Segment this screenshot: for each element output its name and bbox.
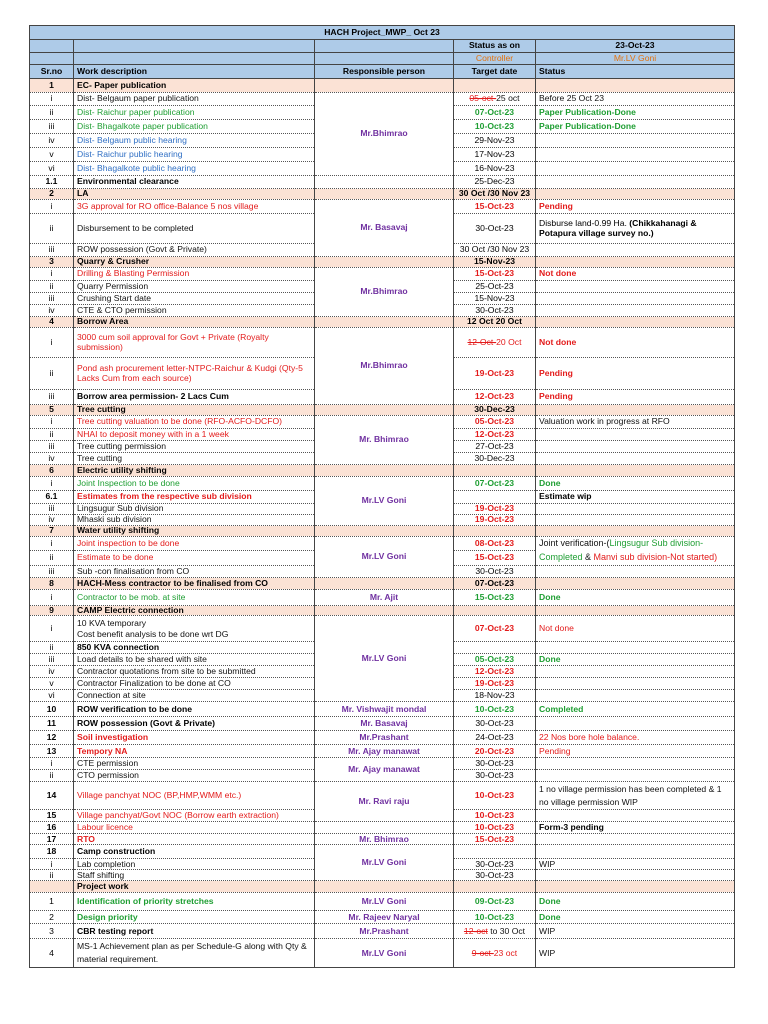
responsible-person: Mr.LV Goni	[315, 845, 454, 881]
table-row: i Drilling & Blasting Permission Mr.Bhimrao 15-Oct-23 Not done	[30, 268, 735, 281]
column-header-row	[30, 65, 735, 79]
table-row: 14 Village panchyat NOC (BP,HMP,WMM etc.) Mr. Ravi raju 10-Oct-23 1 no village permission has been completed & 1 no village permission WIP	[30, 782, 735, 810]
responsible-person: Mr. Ajit	[315, 589, 454, 605]
section-title: Electric utility shifting	[74, 465, 315, 477]
table-row: iv Mhaski sub division 19-Oct-23	[30, 515, 735, 526]
table-row: iii Borrow area permission- 2 Lacs Cum 12-Oct-23 Pending	[30, 390, 735, 405]
responsible-person: Mr.LV Goni	[315, 537, 454, 578]
table-row: 15 Village panchyat/Govt NOC (Borrow earth extraction) 10-Oct-23	[30, 810, 735, 822]
table-row: ii Estimate to be done 15-Oct-23	[30, 550, 735, 565]
section-title: Tree cutting	[74, 405, 315, 416]
responsible-person: Mr. Ajay manawat	[315, 745, 454, 758]
section-row: 3 Quarry & Crusher 15-Nov-23	[30, 257, 735, 268]
section-title: EC- Paper publication	[74, 79, 315, 93]
section-row: 7 Water utility shifting	[30, 526, 735, 537]
table-row: v Contractor Finalization to be done at CO 19-Oct-23	[30, 678, 735, 690]
table-row: ii Staff shifting 30-Oct-23	[30, 870, 735, 881]
table-row: ii Quarry Permission 25-Oct-23	[30, 281, 735, 293]
table-row: i Contractor to be mob. at site Mr. Ajit 15-Oct-23 Done	[30, 589, 735, 605]
table-row: iii Sub -con finalisation from CO 30-Oct-23	[30, 565, 735, 577]
table-row: iii Crushing Start date 15-Nov-23	[30, 293, 735, 305]
table-row: v Dist- Raichur public hearing 17-Nov-23	[30, 148, 735, 162]
section-row: 5 Tree cutting 30-Dec-23	[30, 405, 735, 416]
section-row: 4 Borrow Area 12 Oct 20 Oct	[30, 317, 735, 328]
responsible-person: Mr. Ajay manawat	[315, 758, 454, 782]
table-row: i Joint Inspection to be done Mr.LV Goni 07-Oct-23 Done	[30, 477, 735, 491]
table-row: iii Tree cutting permission 27-Oct-23	[30, 441, 735, 453]
table-row: 4 MS-1 Achievement plan as per Schedule-G along with Qty & material requirement. Mr.LV Goni 9-oct-23 oct WIP	[30, 939, 735, 968]
status-as-on-label: Status as on	[454, 40, 536, 53]
table-row: 2 Design priority Mr. Rajeev Naryal 10-Oct-23 Done	[30, 911, 735, 924]
table-row: ii 850 KVA connection	[30, 642, 735, 654]
table-row: iii Dist- Bhagalkote paper publication 10-Oct-23 Paper Publication-Done	[30, 120, 735, 134]
table-row: i Lab completion 30-Oct-23 WIP	[30, 859, 735, 870]
section-title: CAMP Electric connection	[74, 605, 315, 615]
table-row: iv Tree cutting 30-Dec-23	[30, 453, 735, 465]
col-header-srno: Sr.no	[30, 65, 74, 79]
sheet-title: HACH Project_MWP_ Oct 23	[30, 26, 735, 40]
table-row: 16 Labour licence 10-Oct-23 Form-3 pending	[30, 822, 735, 834]
table-row: i Tree cutting valuation to be done (RFO-ACFO-DCFO) Mr. Bhimrao 05-Oct-23 Valuation work in progress at RFO	[30, 416, 735, 429]
table-row: ii Pond ash procurement letter-NTPC-Raichur & Kudgi (Qty-5 Lacks Cum from each source) 19-Oct-23 Pending	[30, 358, 735, 390]
section-row: 9 CAMP Electric connection	[30, 605, 735, 615]
table-row: 11 ROW possession (Govt & Private) Mr. Basavaj 30-Oct-23	[30, 717, 735, 731]
responsible-person: Mr. Bhimrao	[315, 834, 454, 845]
table-row: ii Disbursement to be completed 30-Oct-23 Disburse land-0.99 Ha. (Chikkahanagi & Potapura village survey no.)	[30, 214, 735, 244]
table-row: iii ROW possession (Govt & Private) 30 Oct /30 Nov 23	[30, 244, 735, 257]
section-title: Quarry & Crusher	[74, 257, 315, 268]
col-header-work: Work description	[74, 65, 315, 79]
table-row: 12 Soil investigation Mr.Prashant 24-Oct-23 22 Nos bore hole balance.	[30, 731, 735, 745]
responsible-person: Mr.Bhimrao	[315, 268, 454, 317]
table-row: vi Connection at site 18-Nov-23	[30, 690, 735, 702]
table-row: i 10 KVA temporary Cost benefit analysis to be done wrt DG Mr.LV Goni 07-Oct-23 Not done	[30, 616, 735, 642]
responsible-person: Mr. Basavaj	[315, 717, 454, 731]
table-row: 1.1 Environmental clearance 25-Dec-23	[30, 176, 735, 189]
section-title: LA	[74, 189, 315, 200]
table-row: 17 RTO Mr. Bhimrao 15-Oct-23	[30, 834, 735, 845]
responsible-person: Mr. Rajeev Naryal	[315, 911, 454, 924]
section-row: 8 HACH-Mess contractor to be finalised from CO 07-Oct-23	[30, 577, 735, 589]
table-row: ii Dist- Raichur paper publication 07-Oct-23 Paper Publication-Done	[30, 106, 735, 120]
responsible-person: Mr. Bhimrao	[315, 416, 454, 465]
section-title: Project work	[74, 881, 315, 893]
responsible-person: Mr.Prashant	[315, 924, 454, 939]
table-row: 6.1 Estimates from the respective sub division Estimate wip	[30, 491, 735, 504]
table-row: i Dist- Belgaum paper publication Mr.Bhimrao 05-oct-25 oct Before 25 Oct 23	[30, 93, 735, 106]
section-title: Borrow Area	[74, 317, 315, 328]
responsible-person: Mr.LV Goni	[315, 893, 454, 911]
table-row: i 3G approval for RO office-Balance 5 nos village Mr. Basavaj 15-Oct-23 Pending	[30, 200, 735, 214]
responsible-person: Mr.Prashant	[315, 731, 454, 745]
col-header-person: Responsible person	[315, 65, 454, 79]
responsible-person: Mr.LV Goni	[315, 616, 454, 702]
table-row: 18 Camp construction Mr.LV Goni	[30, 845, 735, 859]
section-title: Water utility shifting	[74, 526, 315, 537]
title-row	[30, 26, 735, 40]
section-row: 2 LA 30 Oct /30 Nov 23	[30, 189, 735, 200]
responsible-person: Mr. Vishwajit mondal	[315, 702, 454, 717]
status-row	[30, 40, 735, 53]
controller-row	[30, 53, 735, 65]
col-header-status: Status	[536, 65, 735, 79]
table-row: 1 Identification of priority stretches Mr.LV Goni 09-Oct-23 Done	[30, 893, 735, 911]
section-title: HACH-Mess contractor to be finalised from CO	[74, 577, 315, 589]
section-row: 6 Electric utility shifting	[30, 465, 735, 477]
table-row: 13 Tempory NA Mr. Ajay manawat 20-Oct-23 Pending	[30, 745, 735, 758]
table-row: i 3000 cum soil approval for Govt + Private (Royalty submission) Mr.Bhimrao 12-Oct-20 Oct Not done	[30, 328, 735, 358]
responsible-person: Mr.LV Goni	[315, 939, 454, 968]
table-row: ii NHAI to deposit money with in a 1 week 12-Oct-23	[30, 429, 735, 441]
table-row: iv CTE & CTO permission 30-Oct-23	[30, 305, 735, 317]
table-row: 10 ROW verification to be done Mr. Vishwajit mondal 10-Oct-23 Completed	[30, 702, 735, 717]
responsible-person: Mr. Ravi raju	[315, 782, 454, 822]
table-row: i CTE permission Mr. Ajay manawat 30-Oct-23	[30, 758, 735, 770]
responsible-person: Mr.Bhimrao	[315, 93, 454, 176]
table-row: iv Dist- Belgaum public hearing 29-Nov-23	[30, 134, 735, 148]
table-row: iii Load details to be shared with site 05-Oct-23 Done	[30, 654, 735, 666]
responsible-person: Mr.Bhimrao	[315, 328, 454, 405]
col-header-target: Target date	[454, 65, 536, 79]
table-row: iv Contractor quotations from site to be submitted 12-Oct-23	[30, 666, 735, 678]
table-row: vi Dist- Bhagalkote public hearing 16-Nov-23	[30, 162, 735, 176]
table-row: iii Lingsugur Sub division 19-Oct-23	[30, 504, 735, 515]
controller-name: Mr.LV Goni	[536, 53, 735, 65]
table-row: i Joint inspection to be done Mr.LV Goni 08-Oct-23 Joint verification-(Lingsugur Sub division-Completed & Manvi sub division-Not started)	[30, 537, 735, 551]
work-plan-table	[29, 25, 735, 968]
responsible-person: Mr. Basavaj	[315, 200, 454, 257]
status-date: 23-Oct-23	[536, 40, 735, 53]
table-row: 3 CBR testing report Mr.Prashant 12-oct to 30 Oct WIP	[30, 924, 735, 939]
responsible-person: Mr.LV Goni	[315, 477, 454, 526]
section-row: 1 EC- Paper publication	[30, 79, 735, 93]
controller-label: Controller	[454, 53, 536, 65]
table-row: ii CTO permission 30-Oct-23	[30, 770, 735, 782]
section-row	[30, 881, 735, 893]
spreadsheet	[29, 25, 734, 968]
